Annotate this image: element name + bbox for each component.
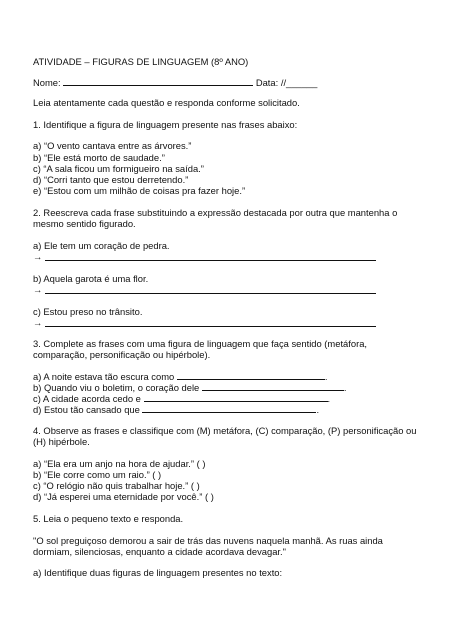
q3-prompt-line1: 3. Complete as frases com uma figura de linguagem que faça sentido (metáfora, (33, 338, 368, 349)
q1-item-d: d) “Corri tanto que estou derretendo.” (33, 174, 189, 185)
answer-line (45, 260, 376, 261)
q1-item-c: c) “A sala ficou um formigueiro na saída.” (33, 163, 204, 174)
arrow-icon: → (33, 317, 43, 328)
q2-prompt-line2: mesmo sentido figurado. (33, 218, 136, 229)
q3-prompt-line2: comparação, personificação ou hipérbole). (33, 349, 211, 360)
q2-answer-a[interactable] (33, 251, 42, 262)
q3-blank-a[interactable] (177, 370, 325, 380)
date-field[interactable]: ______ (286, 77, 318, 88)
q4-item-a: a) “Ela era um anjo na hora de ajudar.” ( ) (33, 458, 206, 469)
q1-prompt: 1. Identifique a figura de linguagem presente nas frases abaixo: (33, 119, 298, 130)
q4-prompt-line1: 4. Observe as frases e classifique com (M) metáfora, (C) comparação, (P) personificação ou (33, 425, 417, 436)
q3-blank-b[interactable] (202, 381, 344, 391)
arrow-icon: → (33, 251, 43, 262)
q2-answer-b[interactable] (33, 284, 42, 295)
q4-item-c: c) “O relógio não quis trabalhar hoje.” ( ) (33, 480, 200, 491)
q5-text-line1: "O sol preguiçoso demorou a sair de trás das nuvens naquela manhã. As ruas ainda (33, 535, 383, 546)
q1-item-e: e) “Estou com um milhão de coisas pra fazer hoje.” (33, 185, 246, 196)
q4-item-b: b) “Ele corre como um raio.” ( ) (33, 469, 162, 480)
q2-answer-c[interactable] (33, 317, 42, 328)
q5-prompt: 5. Leia o pequeno texto e responda. (33, 513, 184, 524)
instructions: Leia atentamente cada questão e responda conforme solicitado. (33, 97, 300, 108)
name-date-line (33, 76, 317, 88)
q1-item-a: a) “O vento cantava entre as árvores.” (33, 140, 192, 151)
worksheet-title: ATIVIDADE – FIGURAS DE LINGUAGEM (8º ANO) (33, 56, 249, 67)
q4-prompt-line2: (H) hipérbole. (33, 436, 90, 447)
name-label: Nome: (33, 77, 64, 88)
q3-item-d: d) Estou tão cansado que . (33, 404, 320, 415)
q3-blank-c[interactable] (144, 392, 328, 402)
arrow-icon: → (33, 284, 43, 295)
q5-text-line2: dormiam, silenciosas, enquanto a cidade acordava devagar." (33, 546, 286, 557)
q3-item-b: b) Quando viu o boletim, o coração dele . (33, 382, 347, 393)
q1-item-b: b) “Ele está morto de saudade.” (33, 152, 165, 163)
answer-line (45, 293, 376, 294)
q2-item-a: a) Ele tem um coração de pedra. (33, 240, 170, 251)
q2-item-c: c) Estou preso no trânsito. (33, 306, 143, 317)
q3-item-a: a) A noite estava tão escura como . (33, 371, 328, 382)
answer-line (45, 326, 376, 327)
date-label: Data: // (253, 77, 287, 88)
q3-item-c: c) A cidade acorda cedo e . (33, 393, 331, 404)
q4-item-d: d) “Já esperei uma eternidade por você.” ( ) (33, 491, 214, 502)
q2-prompt-line1: 2. Reescreva cada frase substituindo a expressão destacada por outra que mantenha o (33, 207, 398, 218)
name-field[interactable] (63, 76, 253, 86)
q5-sub-a: a) Identifique duas figuras de linguagem presentes no texto: (33, 567, 283, 578)
q2-item-b: b) Aquela garota é uma flor. (33, 273, 149, 284)
q3-blank-d[interactable] (142, 403, 316, 413)
